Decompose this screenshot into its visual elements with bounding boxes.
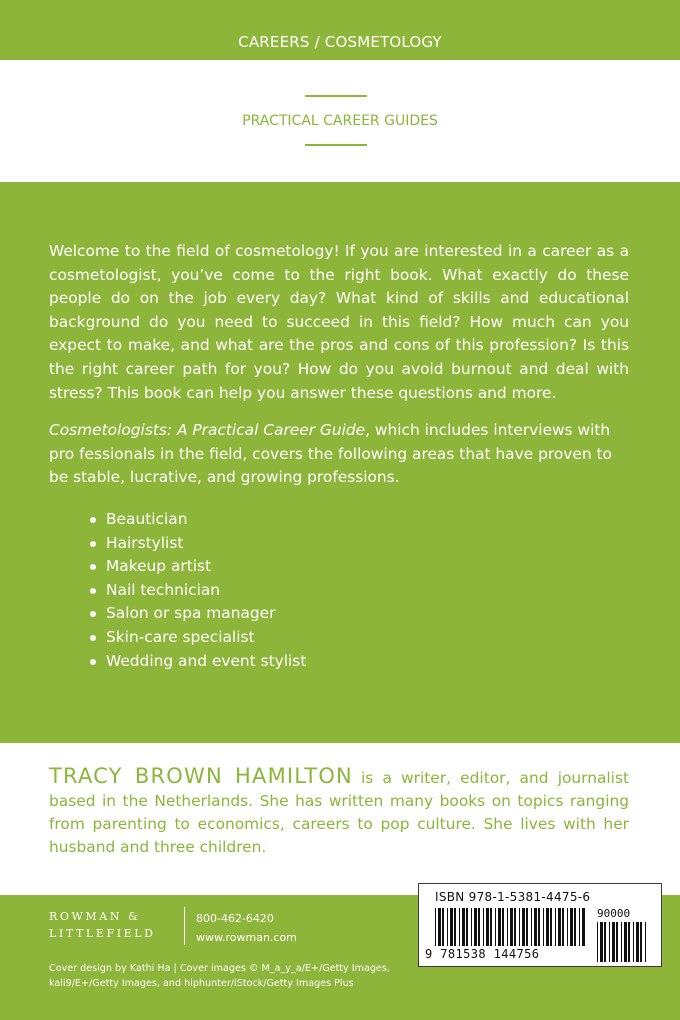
barcode-bar	[514, 908, 516, 946]
series-title: PRACTICAL CAREER GUIDES	[242, 113, 438, 129]
publisher-name-line-1: ROWMAN &	[49, 910, 141, 923]
career-areas-list	[49, 508, 629, 673]
addon-digits: 90000	[597, 907, 631, 920]
barcode-bar	[543, 908, 544, 946]
blurb-paragraph-2	[49, 419, 629, 490]
list-item: Skin-care specialist	[90, 626, 629, 650]
barcode-bar	[486, 908, 489, 946]
barcode-bar	[466, 908, 468, 946]
publisher-website: www.rowman.com	[196, 931, 297, 944]
publisher-contact	[196, 909, 297, 947]
barcode-bar	[447, 908, 448, 946]
barcode-bar	[567, 908, 568, 946]
publisher-divider	[184, 907, 185, 945]
series-rule-bottom	[305, 144, 367, 146]
barcode	[418, 883, 662, 967]
barcode-bar	[442, 908, 444, 946]
barcode-bar	[612, 922, 615, 962]
barcode-bar	[502, 908, 504, 946]
publisher-name-line-2: LITTLEFIELD	[49, 927, 156, 940]
list-item: Salon or spa manager	[90, 602, 629, 626]
barcode-bar	[574, 908, 576, 946]
author-band	[0, 743, 680, 895]
barcode-bar	[624, 922, 627, 962]
barcode-bar	[645, 922, 646, 962]
barcode-bar	[495, 908, 496, 946]
barcode-bar	[478, 908, 480, 946]
list-item: Beautician	[90, 508, 629, 532]
cover-credits: Cover design by Kathi Ha | Cover images © M_a_y_a/E+/Getty Images, kali9/E+/Getty Images, and hiphunter/iStock/Getty Images Plus	[49, 963, 390, 989]
barcode-bar	[510, 908, 513, 946]
barcode-bar	[570, 908, 573, 946]
barcode-bar	[507, 908, 508, 946]
list-item: Makeup artist	[90, 555, 629, 579]
barcode-bar	[546, 908, 549, 946]
barcode-bar	[490, 908, 492, 946]
barcode-bar	[538, 908, 540, 946]
barcode-bar	[522, 908, 525, 946]
barcode-bar	[474, 908, 477, 946]
series-rule-top	[305, 95, 367, 97]
book-blurb	[49, 240, 629, 673]
book-title: Cosmetologists: A Practical Career Guide	[49, 421, 366, 440]
list-item: Nail technician	[90, 579, 629, 603]
barcode-bar	[604, 922, 606, 962]
list-item: Wedding and event stylist	[90, 650, 629, 674]
barcode-bar	[609, 922, 610, 962]
barcode-bar	[498, 908, 501, 946]
barcode-bar	[450, 908, 453, 946]
barcode-bar	[640, 922, 642, 962]
list-item: Hairstylist	[90, 532, 629, 556]
barcode-bar	[454, 908, 456, 946]
barcode-bar	[633, 922, 634, 962]
barcode-bar	[526, 908, 528, 946]
barcode-bar	[471, 908, 472, 946]
barcode-bar	[531, 908, 532, 946]
barcode-bar	[550, 908, 552, 946]
barcode-bar	[483, 908, 484, 946]
blurb-paragraph-2-text: , which includes interviews with pro fessionals in the field, covers the following areas that have proven to be stable, lucrative, and growing professions.	[49, 421, 612, 487]
isbn-label: ISBN 978-1-5381-4475-6	[435, 890, 591, 904]
category-label: CAREERS / COSMETOLOGY	[238, 33, 442, 51]
barcode-bar	[558, 908, 561, 946]
barcode-bar	[597, 922, 598, 962]
barcode-bar	[438, 908, 441, 946]
barcode-bar	[435, 908, 436, 946]
barcode-bar	[519, 908, 520, 946]
publisher-phone: 800-462-6420	[196, 912, 274, 925]
barcode-bar	[534, 908, 537, 946]
series-band	[0, 60, 680, 182]
barcode-bar	[462, 908, 465, 946]
barcode-bar	[579, 908, 580, 946]
author-bio	[49, 765, 629, 859]
author-bio-text: is a writer, editor, and journalist based in the Netherlands. She has written many books on topics ranging from parenting to economics, careers to pop culture. She lives with her husband and three children.	[49, 769, 629, 856]
barcode-bar	[600, 922, 603, 962]
author-name: TRACY BROWN HAMILTON	[49, 764, 353, 788]
barcode-bar	[636, 922, 639, 962]
barcode-bar	[459, 908, 460, 946]
barcode-bar	[616, 922, 618, 962]
blurb-paragraph-1: Welcome to the field of cosmetology! If you are interested in a career as a cosmetologist, you’ve come to the right book. What exactly do these people do on the job every day? What kind of skills and educational background do you need to succeed in this field? How much can you expect to make, and what are the pros and cons of this profession? Is this the right career path for you? How do you avoid burnout and deal with stress? This book can help you answer these questions and more.	[49, 242, 629, 402]
barcode-bar	[555, 908, 556, 946]
barcode-bar	[628, 922, 630, 962]
publisher-logo	[49, 908, 189, 942]
ean-digits: 9 781538 144756	[425, 947, 540, 961]
barcode-bar	[562, 908, 564, 946]
barcode-bar	[582, 908, 585, 946]
barcode-bar	[621, 922, 622, 962]
